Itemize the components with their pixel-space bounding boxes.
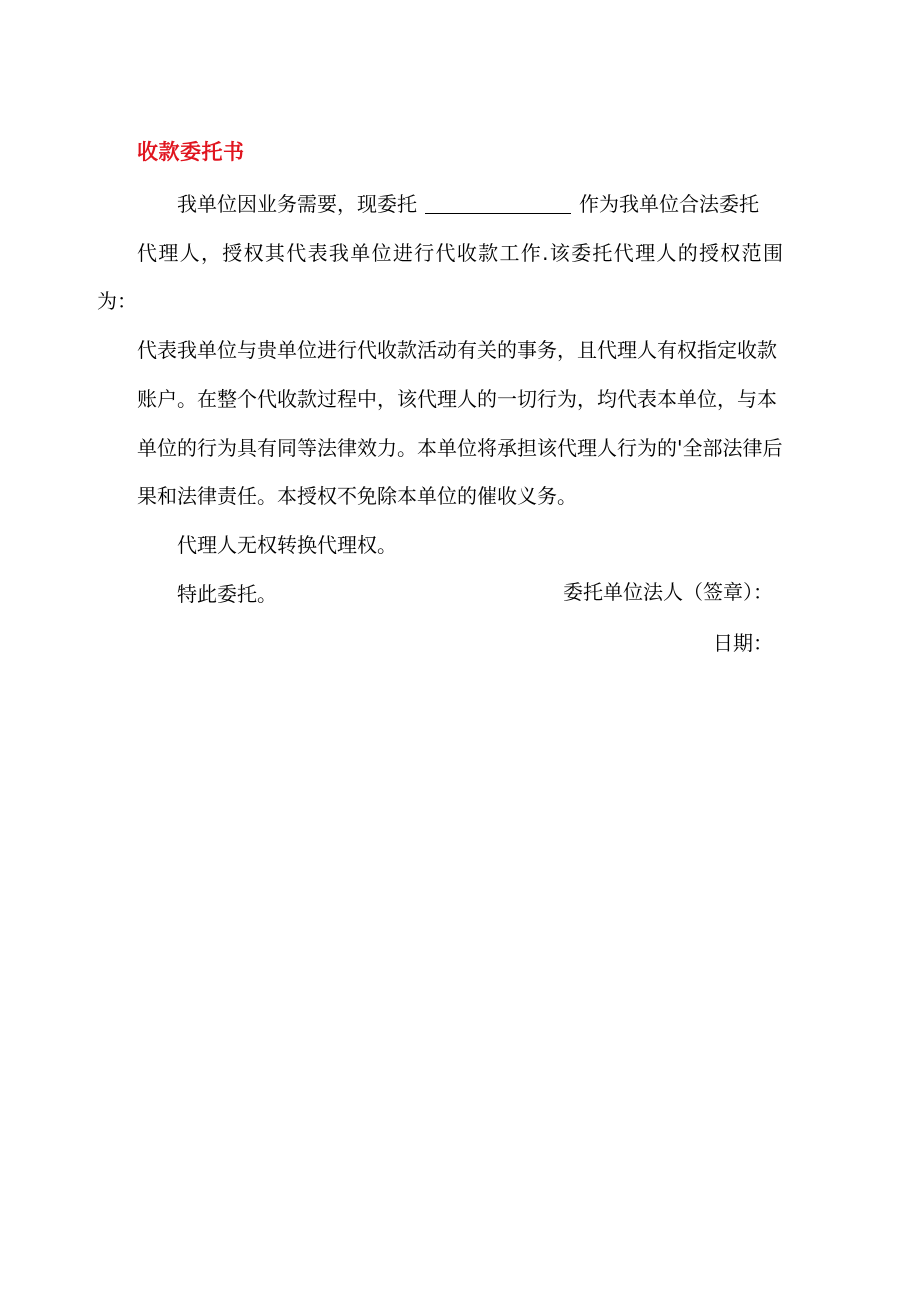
paragraph-line-1 <box>137 180 783 229</box>
signature-block <box>563 567 773 669</box>
paragraph-closing: 特此委托。 <box>177 581 277 606</box>
paragraph-line-6: 果和法律责任。本授权不免除本单位的催收义务。 <box>137 484 577 509</box>
document-body <box>97 180 783 618</box>
agent-name-blank <box>425 193 571 214</box>
paragraph-no-transfer: 代理人无权转换代理权。 <box>177 532 397 557</box>
paragraph-line-3: 代表我单位与贵单位进行代收款活动有关的事务，且代理人有权指定收款 <box>137 338 777 363</box>
paragraph-line-4: 账户。在整个代收款过程中，该代理人的一切行为，均代表本单位，与本 <box>137 386 777 411</box>
signer-label: 委托单位法人（签章）： <box>563 580 773 604</box>
paragraph-line-5: 单位的行为具有同等法律效力。本单位将承担该代理人行为的'全部法律后 <box>137 435 783 460</box>
line1-text-after: 作为我单位合法委托 <box>579 192 759 216</box>
paragraph-line-2: 代理人，授权其代表我单位进行代收款工作.该委托代理人的授权范围为： <box>97 240 783 314</box>
date-label: 日期： <box>713 631 773 655</box>
paragraph-authorization <box>97 180 783 521</box>
document-title: 收款委托书 <box>137 140 245 164</box>
line1-text-before: 我单位因业务需要，现委托 <box>177 192 417 216</box>
